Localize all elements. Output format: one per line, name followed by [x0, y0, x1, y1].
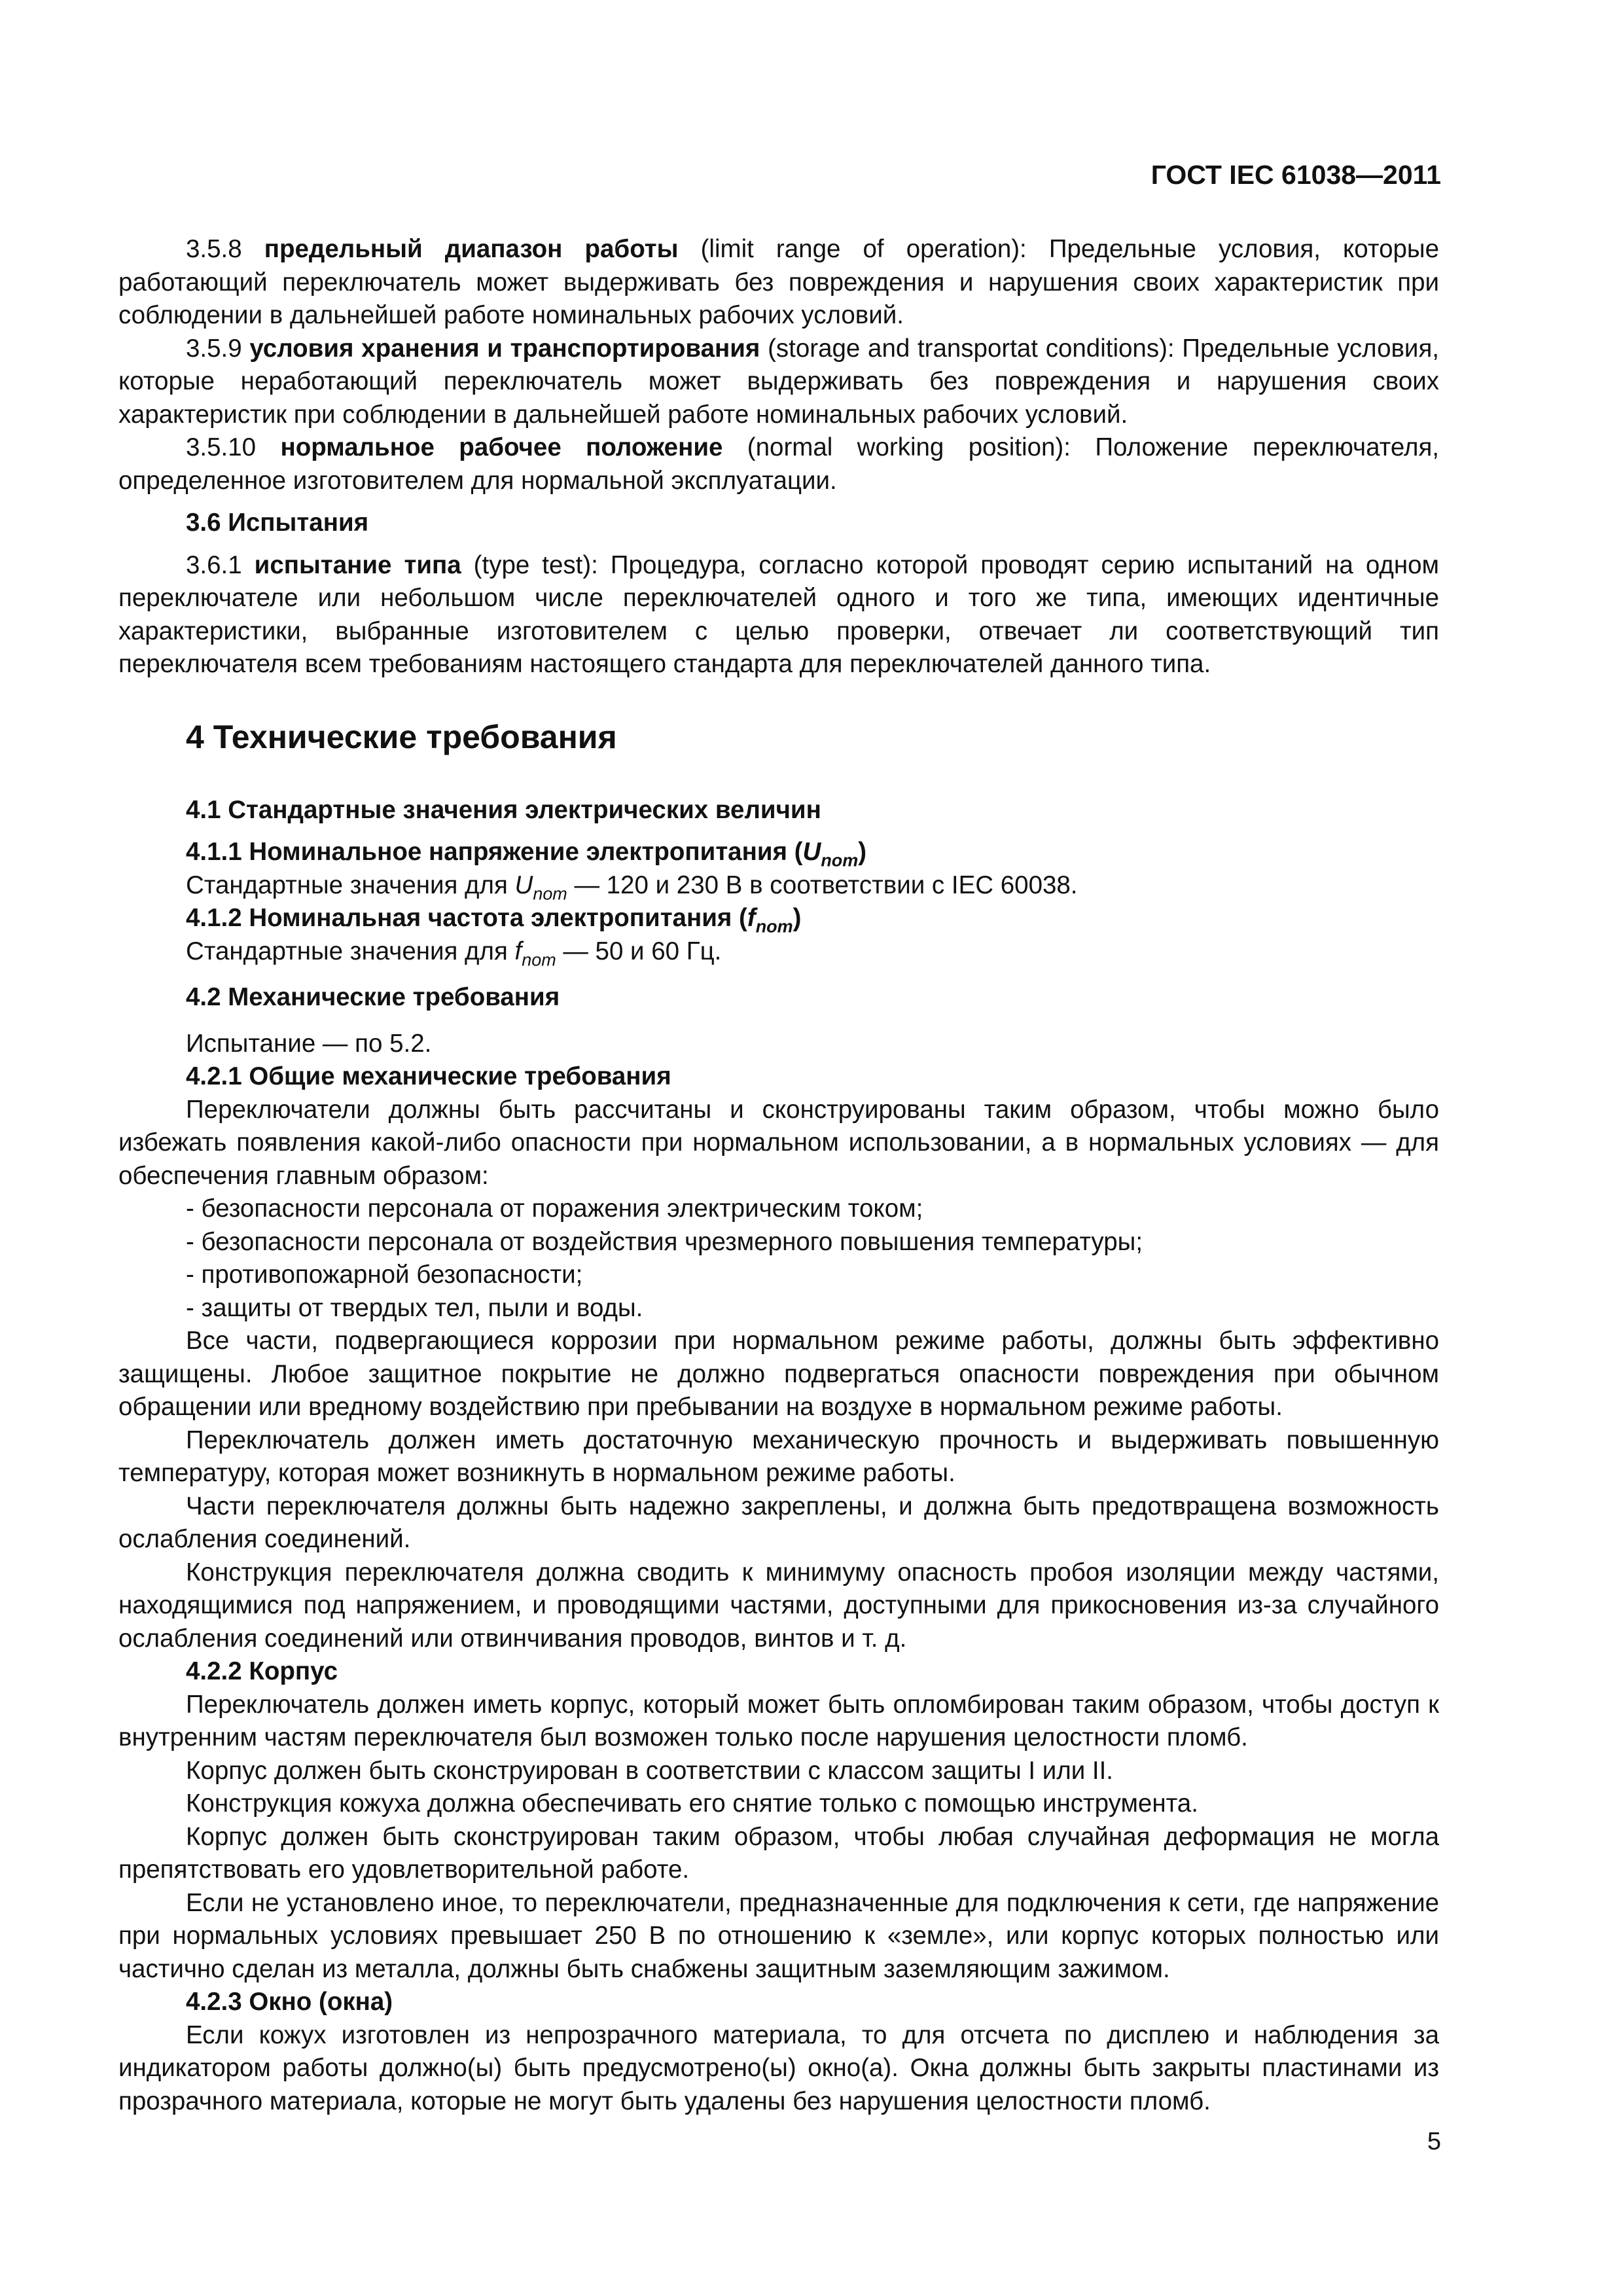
paragraph-3-5-10 [118, 431, 1439, 497]
heading-text: 4.1.2 Номинальная частота электропитания ( [186, 904, 747, 932]
variable-subscript: nom [755, 916, 793, 937]
heading-4-1-2 [118, 902, 1439, 935]
heading-close: ) [858, 838, 867, 866]
paragraph-4-2-2-earthing: Если не установлено иное, то переключатели, предназначенные для подключения к сети, где напряжение при нормальных условиях превышает 250 В по отношению к «земле», или корпус которых полностью или частично сделан из металла, должны быть снабжены защитным заземляющим зажимом. [118, 1888, 1439, 1983]
term-bold: нормальное рабочее положение [280, 433, 723, 461]
paragraph-4-1-2 [118, 935, 1439, 969]
paragraph-4-2-2-seal: Переключатель должен иметь корпус, который может быть опломбирован таким образом, чтобы доступ к внутренним частям переключателя был возможен только после нарушения целостности пломб. [118, 1690, 1439, 1751]
list-item: - безопасности персонала от поражения электрическим током; [186, 1194, 923, 1223]
variable-symbol: f [747, 904, 756, 932]
heading-4-2-2: 4.2.2 Корпус [186, 1657, 338, 1685]
paragraph-3-5-8 [118, 233, 1439, 332]
list-item: - защиты от твердых тел, пыли и воды. [186, 1293, 643, 1322]
text-b: — 50 и 60 Гц. [556, 937, 722, 965]
paragraph-4-1-1 [118, 869, 1439, 903]
heading-4-2-1: 4.2.1 Общие механические требования [186, 1062, 671, 1090]
heading-4-1: 4.1 Стандартные значения электрических величин [186, 795, 821, 824]
paragraph-4-2-1-strength: Переключатель должен иметь достаточную механическую прочность и выдерживать повышенную температуру, которая может возникнуть в нормальном режиме работы. [118, 1426, 1439, 1487]
variable-subscript: nom [533, 883, 567, 903]
heading-text: 4.1.1 Номинальное напряжение электропитания ( [186, 838, 803, 866]
term-bold: испытание типа [254, 550, 461, 579]
paragraph-4-2-3: Если кожух изготовлен из непрозрачного материала, то для отсчета по дисплею и наблюдения за индикатором работы должно(ы) быть предусмотрено(ы) окно(а). Окна должны быть закрыты пластинами из прозрачного материала, которые не могут быть удалены без нарушения целостности пломб. [118, 2020, 1439, 2115]
standard-code-header: ГОСТ IEC 61038—2011 [1150, 160, 1441, 190]
text-a: Стандартные значения для [186, 937, 515, 965]
variable-symbol: U [802, 838, 821, 866]
paragraph-4-2: Испытание — по 5.2. [186, 1029, 432, 1058]
paragraph-4-2-1-corrosion: Все части, подвергающиеся коррозии при нормальном режиме работы, должны быть эффективно защищены. Любое защитное покрытие не должно подвергаться опасности повреждения при обычном обращении или вредному воздействию при пребывании на воздухе в нормальном режиме работы. [118, 1327, 1439, 1421]
paragraph-3-6-1 [118, 549, 1439, 681]
term-bold: предельный диапазон работы [264, 235, 679, 263]
heading-4-2: 4.2 Механические требования [186, 983, 560, 1011]
variable-symbol: U [514, 870, 533, 899]
variable-subscript: nom [821, 850, 859, 870]
clause-number: 3.5.10 [186, 433, 257, 461]
paragraph-4-2-2-deformation: Корпус должен быть сконструирован таким образом, чтобы любая случайная деформация не могла препятствовать его удовлетворительной работе. [118, 1822, 1439, 1884]
heading-4-1-1 [118, 836, 1439, 869]
definition-text: (normal working position): Положение переключателя, определенное изготовителем для нормальной эксплуатации. [118, 433, 1439, 495]
paragraph-4-2-2-class: Корпус должен быть сконструирован в соответствии с классом защиты I или II. [186, 1756, 1113, 1785]
paragraph-3-5-9 [118, 332, 1439, 432]
text-b: — 120 и 230 В в соответствии с IEC 60038. [567, 870, 1078, 899]
variable-symbol: f [514, 937, 522, 965]
definition-text: (storage and transportat conditions): Предельные условия, которые неработающий переключатель может выдерживать без повреждения и нарушения своих характеристик при соблюдении в дальнейшей работе номинальных рабочих условий. [118, 334, 1439, 429]
page-number: 5 [1427, 2128, 1441, 2155]
variable-subscript: nom [522, 949, 556, 969]
text-a: Стандартные значения для [186, 870, 515, 899]
section-title-4: 4 Технические требования [186, 718, 617, 755]
clause-number: 3.5.9 [186, 334, 242, 363]
paragraph-4-2-1-fixing: Части переключателя должны быть надежно закреплены, и должна быть предотвращена возможность ослабления соединений. [118, 1492, 1439, 1553]
definition-text: (type test): Процедура, согласно которой проводят серию испытаний на одном переключателе или небольшом числе переключателей одного и того же типа, имеющих идентичные характеристики, выбранные изготовителем с целью проверки, отвечает ли соответствующий тип переключателя всем требованиям настоящего стандарта для переключателей данного типа. [118, 550, 1439, 678]
paragraph-4-2-2-tool: Конструкция кожуха должна обеспечивать его снятие только с помощью инструмента. [186, 1789, 1198, 1818]
list-item: - противопожарной безопасности; [186, 1261, 583, 1289]
clause-number: 3.5.8 [186, 235, 242, 263]
heading-4-2-3: 4.2.3 Окно (окна) [186, 1988, 393, 2016]
paragraph-4-2-1: Переключатели должны быть рассчитаны и сконструированы таким образом, чтобы можно было избежать появления какой-либо опасности при нормальном использовании, а в нормальных условиях — для обеспечения главным образом: [118, 1095, 1439, 1190]
heading-3-6: 3.6 Испытания [186, 509, 369, 537]
term-bold: условия хранения и транспортирования [249, 334, 760, 363]
list-item: - безопасности персонала от воздействия чрезмерного повышения температуры; [186, 1227, 1143, 1256]
page-body [118, 233, 1439, 2118]
paragraph-4-2-1-insulation: Конструкция переключателя должна сводить к минимуму опасность пробоя изоляции между частями, находящимися под напряжением, и проводящими частями, доступными для прикосновения из-за случайного ослабления соединений или отвинчивания проводов, винтов и т. д. [118, 1558, 1439, 1653]
heading-close: ) [793, 904, 802, 932]
definition-text: (limit range of operation): Предельные условия, которые работающий переключатель может выдерживать без повреждения и нарушения своих характеристик при соблюдении в дальнейшей работе номинальных рабочих условий. [118, 235, 1439, 329]
clause-number: 3.6.1 [186, 550, 242, 579]
